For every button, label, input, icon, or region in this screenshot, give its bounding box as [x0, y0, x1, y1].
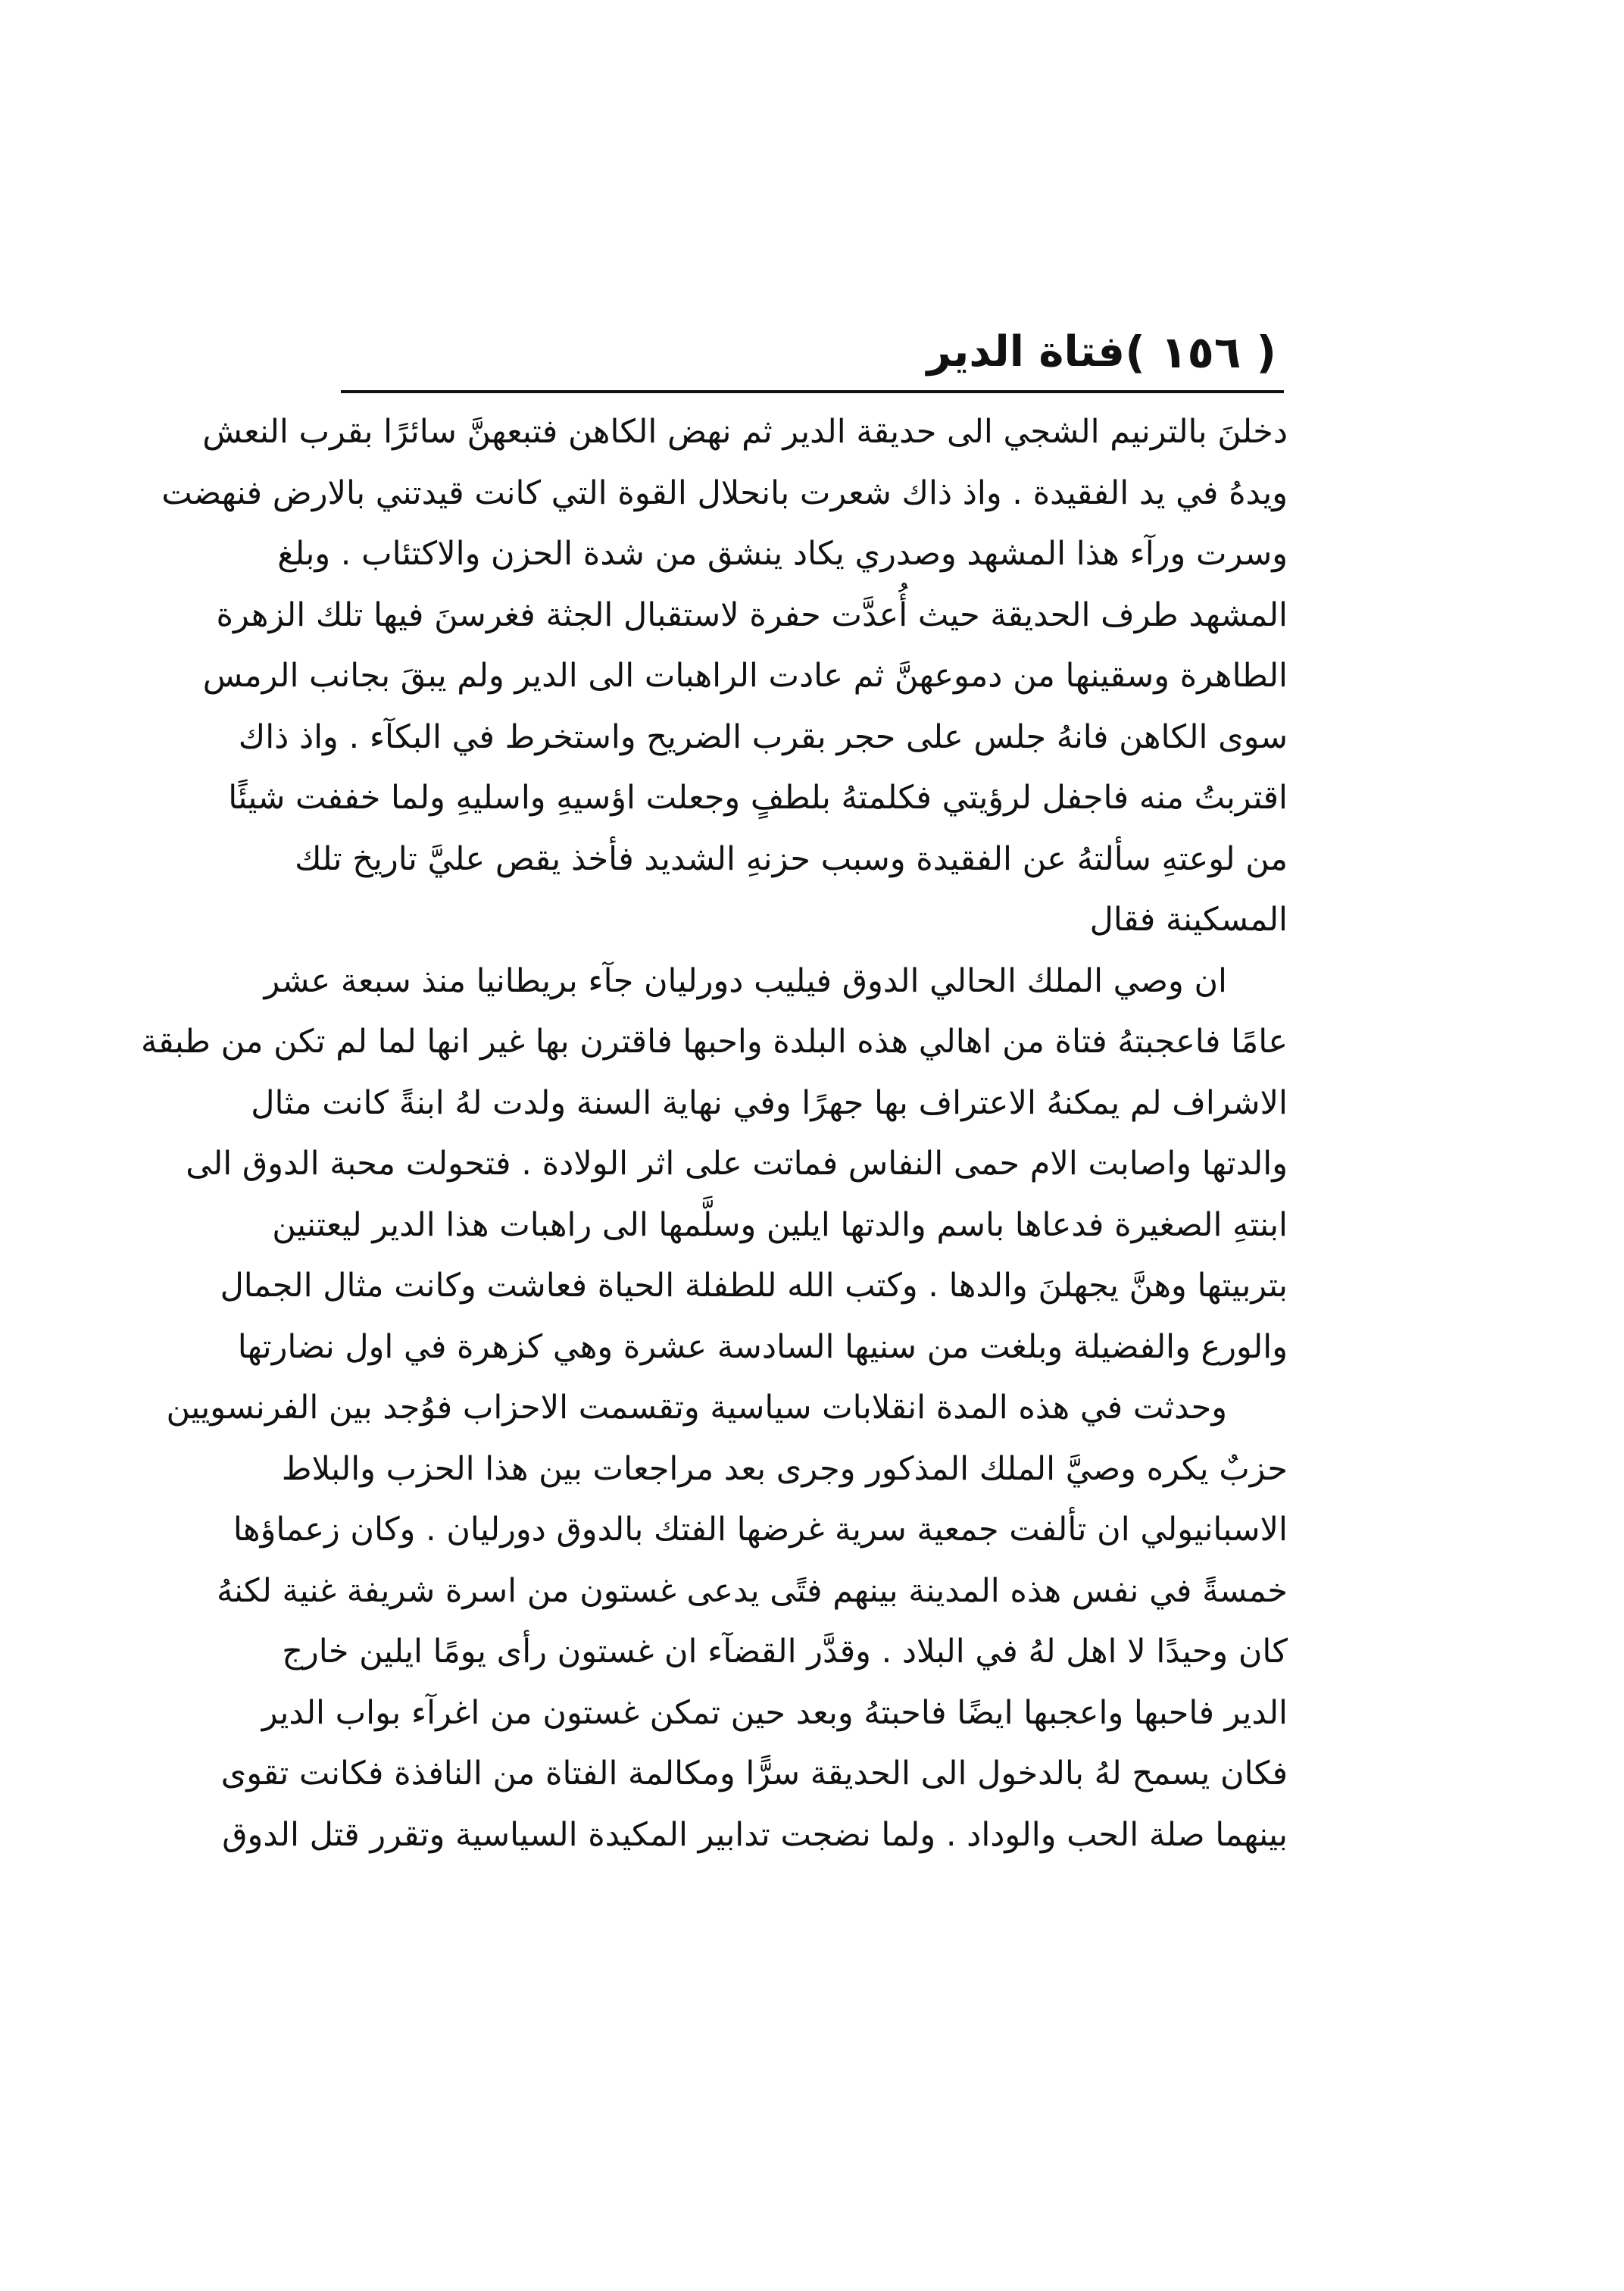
paragraph-3: [166, 1377, 1288, 1865]
text-line: ان وصي الملك الحالي الدوق فيليب دورليان جآء بريطانيا منذ سبعة عشر: [264, 961, 1227, 1000]
text-line: عامًا فاعجبتهُ فتاة من اهالي هذه البلدة واحبها فاقترن بها غير انها لما لم تكن من طبقة: [141, 1023, 1288, 1061]
text-line: والدتها واصابت الام حمى النفاس فماتت على اثر الولادة . فتحولت محبة الدوق الى: [186, 1145, 1288, 1183]
text-line: سوى الكاهن فانهُ جلس على حجر بقرب الضريح واستخرط في البكآء . واذ ذاك: [238, 717, 1288, 756]
body-text: [141, 402, 1288, 1865]
text-line: والورع والفضيلة وبلغت من سنيها السادسة عشرة وهي كزهرة في اول نضارتها: [237, 1327, 1288, 1366]
header-rule: [341, 390, 1284, 393]
text-line: الطاهرة وسقينها من دموعهنَّ ثم عادت الراهبات الى الدير ولم يبقَ بجانب الرمس: [202, 657, 1288, 695]
paragraph-2: [141, 951, 1288, 1378]
text-line: خمسةً في نفس هذه المدينة بينهم فتًى يدعى غستون من اسرة شريفة غنية لكنهُ: [216, 1571, 1288, 1610]
text-line: المسكينة فقال: [1089, 901, 1288, 939]
text-line: الاشراف لم يمكنهُ الاعتراف بها جهرًا وفي نهاية السنة ولدت لهُ ابنةً كانت مثال: [251, 1083, 1288, 1122]
text-line: اقتربتُ منه فاجفل لرؤيتي فكلمتهُ بلطفٍ وجعلت اؤسيهِ واسليهِ ولما خففت شيئًا: [228, 779, 1288, 817]
text-line: من لوعتهِ سألتهُ عن الفقيدة وسبب حزنهِ الشديد فأخذ يقص عليَّ تاريخ تلك: [295, 839, 1288, 878]
text-line: بينهما صلة الحب والوداد . ولما نضجت تدابير المكيدة السياسية وتقرر قتل الدوق: [222, 1815, 1288, 1854]
text-line: كان وحيدًا لا اهل لهُ في البلاد . وقدَّر القضآء ان غستون رأى يومًا ايلين خارج: [282, 1633, 1288, 1671]
text-line: دخلنَ بالترنيم الشجي الى حديقة الدير ثم نهض الكاهن فتبعهنَّ سائرًا بقرب النعش: [202, 413, 1288, 451]
text-line: الدير فاحبها واعجبها ايضًا فاحبتهُ وبعد حين تمكن غستون من اغرآء بواب الدير: [261, 1693, 1288, 1732]
page-header: [345, 318, 1276, 386]
text-line: المشهد طرف الحديقة حيث أُعدَّت حفرة لاستقبال الجثة فغرسنَ فيها تلك الزهرة: [216, 595, 1288, 634]
text-line: ابنتهِ الصغيرة فدعاها باسم والدتها ايلين وسلَّمها الى راهبات هذا الدير ليعتنين: [272, 1205, 1288, 1244]
text-line: وسرت ورآء هذا المشهد وصدري يكاد ينشق من شدة الحزن والاكتئاب . وبلغ: [277, 535, 1288, 573]
running-title: فتاة الدير: [926, 327, 1125, 377]
text-line: وحدثت في هذه المدة انقلابات سياسية وتقسمت الاحزاب فوُجد بين الفرنسويين: [166, 1389, 1227, 1427]
text-line: حزبٌ يكره وصيَّ الملك المذكور وجرى بعد مراجعات بين هذا الحزب والبلاط: [281, 1449, 1288, 1488]
text-line: ويدهُ في يد الفقيدة . واذ ذاك شعرت بانحلال القوة التي كانت قيدتني بالارض فنهضت: [161, 474, 1288, 512]
text-line: الاسبانيولي ان تألفت جمعية سرية غرضها الفتك بالدوق دورليان . وكان زعماؤها: [233, 1511, 1288, 1549]
page-number: ( ١٥٦ ): [1125, 327, 1276, 378]
text-line: فكان يسمح لهُ بالدخول الى الحديقة سرًّا ومكالمة الفتاة من النافذة فكانت تقوى: [220, 1755, 1288, 1792]
text-line: بتربيتها وهنَّ يجهلنَ والدها . وكتب الله للطفلة الحياة فعاشت وكانت مثال الجمال: [220, 1267, 1288, 1305]
paragraph-1: [161, 402, 1288, 951]
